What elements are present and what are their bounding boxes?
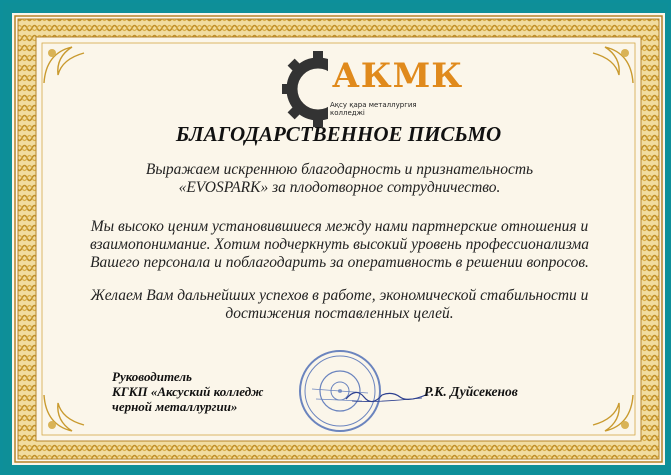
- handwritten-signature: [342, 385, 432, 407]
- signatory-role: Руководитель: [112, 369, 192, 384]
- college-logo: [282, 49, 464, 129]
- text-line: Мы высоко ценим установившиеся между нами партнерские отношения и: [90, 218, 589, 235]
- text-line: взаимопонимание. Хотим подчеркнуть высокий уровень профессионализма: [89, 236, 590, 253]
- text-line: «EVOSPARK» за плодотворное сотрудничество.: [178, 179, 501, 196]
- logo-subtitle: Ақсу қара металлургия колледжі: [330, 101, 417, 117]
- signatory-name: Р.К. Дуйсекенов: [424, 384, 518, 399]
- paragraph-appreciation: [42, 218, 637, 272]
- signatory-block: [112, 369, 264, 414]
- letter-title: БЛАГОДАРСТВЕННОЕ ПИСЬМО: [175, 122, 502, 146]
- organization-line: черной металлургии»: [112, 399, 238, 414]
- certificate-frame: [3, 3, 668, 472]
- organization-line: КГКП «Аксуский колледж: [112, 384, 264, 399]
- logo-abbreviation: АКМК: [332, 56, 464, 96]
- text-line: Выражаем искреннюю благодарность и признательность: [145, 161, 534, 178]
- paragraph-wishes: [42, 287, 637, 323]
- paragraph-gratitude: [42, 161, 637, 197]
- text-line: достижения поставленных целей.: [225, 305, 454, 322]
- text-line: Вашего персонала и поблагодарить за оперативность в решении вопросов.: [90, 254, 589, 271]
- text-line: Желаем Вам дальнейших успехов в работе, экономической стабильности и: [90, 287, 589, 304]
- certificate-paper: [12, 13, 665, 465]
